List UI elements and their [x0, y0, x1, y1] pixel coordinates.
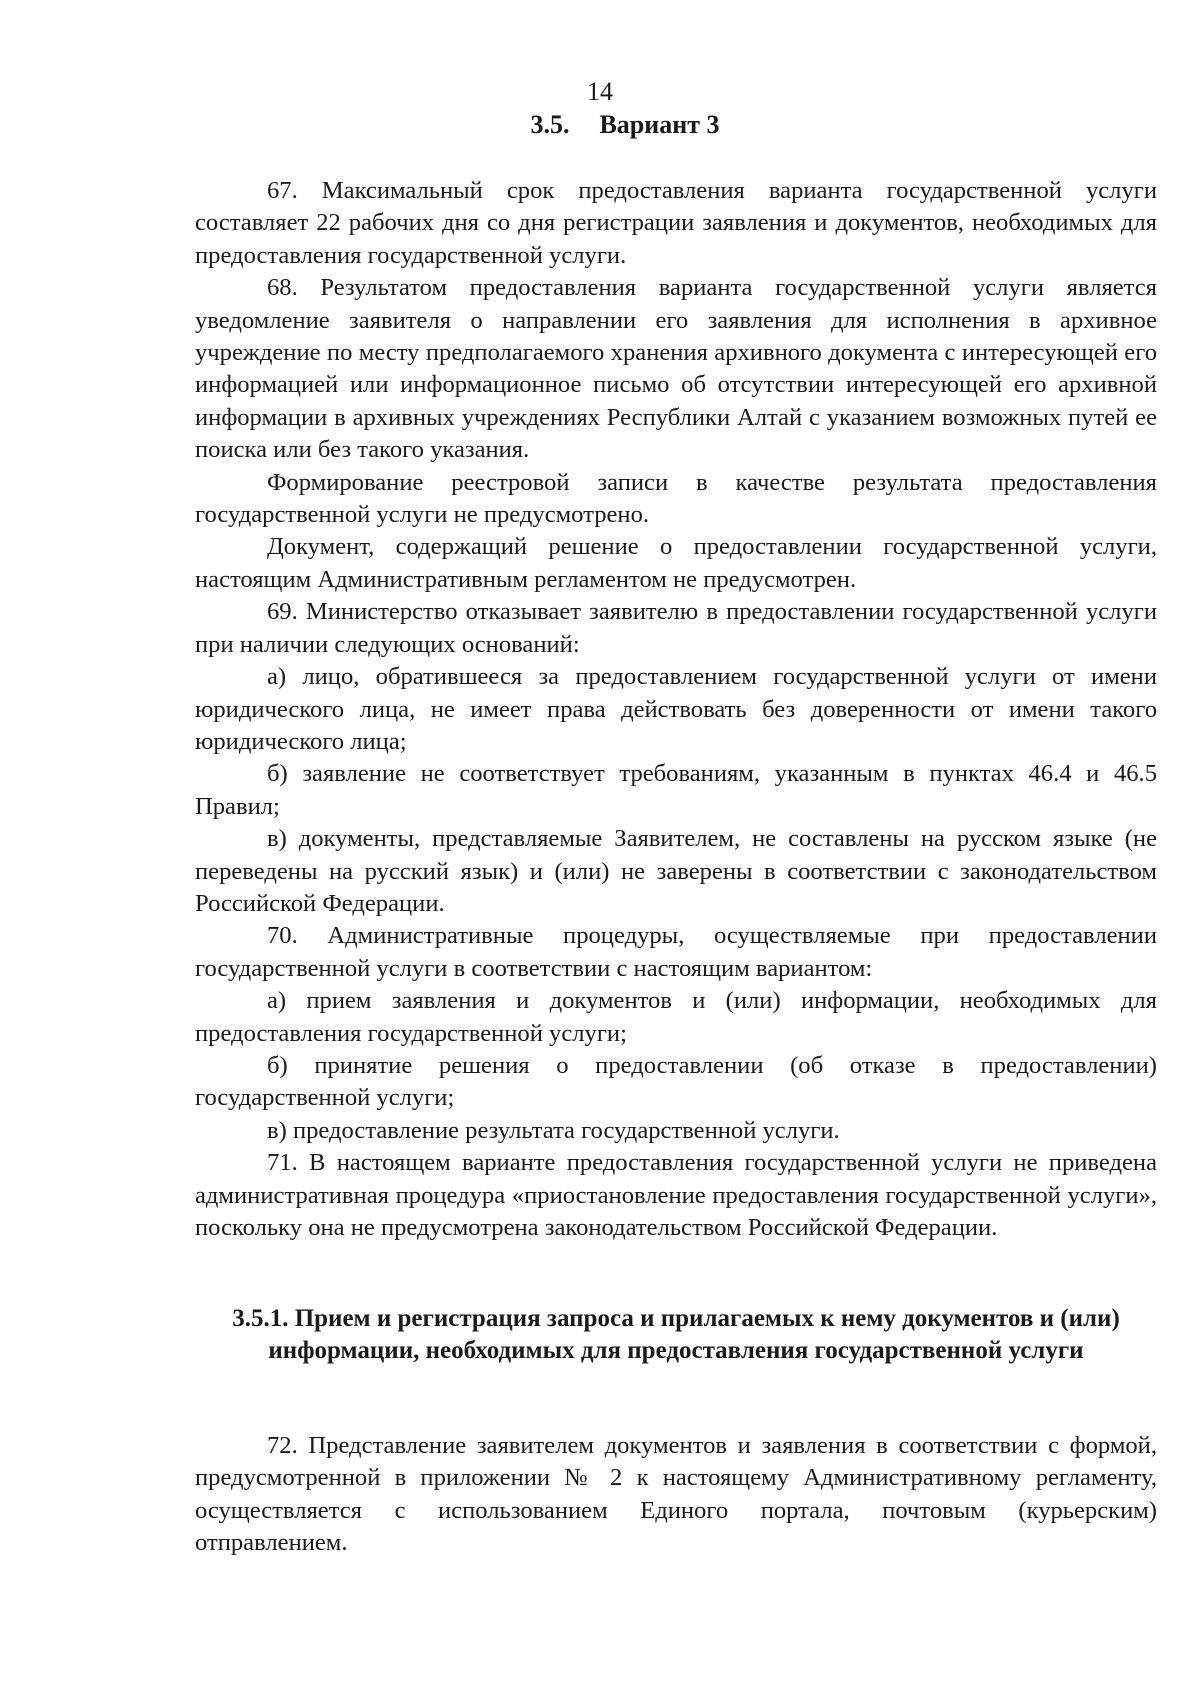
paragraph-68: 68. Результатом предоставления варианта государственной услуги является уведомление заявителя о направлении его заявления для исполнения в архивное учреждение по месту предполагаемого хранения архивного документа с интересующей его информацией или информационное письмо об отсутствии интересующей его архивной информации в архивных учреждениях Республики Алтай с указанием возможных путей ее поиска или без такого указания. — [195, 274, 1157, 464]
paragraph-69: 69. Министерство отказывает заявителю в предоставлении государственной услуги при наличии следующих оснований: — [195, 598, 1157, 658]
paragraph-67: 67. Максимальный срок предоставления варианта государственной услуги составляет 22 рабочих дня со дня регистрации заявления и документов, необходимых для предоставления государственной услуги. — [195, 177, 1157, 269]
subsection-body — [195, 1430, 1157, 1560]
paragraph-69-v: в) документы, представляемые Заявителем, не составлены на русском языке (не переведены на русский язык) и (или) не заверены в соответствии с законодательством Российской Федерации. — [195, 825, 1157, 917]
section-title: Вариант 3 — [599, 110, 720, 139]
subsection-heading: 3.5.1. Прием и регистрация запроса и прилагаемых к нему документов и (или) информации, необходимых для предоставления государственной услуги — [232, 1305, 1120, 1364]
paragraph-69-b: б) заявление не соответствует требованиям, указанным в пунктах 46.4 и 46.5 Правил; — [195, 760, 1157, 820]
paragraph-70-v: в) предоставление результата государственной услуги. — [267, 1116, 840, 1144]
section-body — [195, 175, 1157, 1244]
paragraph-71: 71. В настоящем варианте предоставления государственной услуги не приведена административная процедура «приостановление предоставления государственной услуги», поскольку она не предусмотрена законодательством Российской Федерации. — [195, 1149, 1157, 1241]
paragraph-70-b: б) принятие решения о предоставлении (об отказе в предоставлении) государственной услуги; — [195, 1051, 1157, 1112]
paragraph-69-a: а) лицо, обратившееся за предоставлением государственной услуги от имени юридического лица, не имеет права действовать без доверенности от имени такого юридического лица; — [195, 663, 1157, 755]
paragraph-registry-record: Формирование реестровой записи в качестве результата предоставления государственной услуги не предусмотрено. — [195, 468, 1157, 529]
section-number: 3.5. — [530, 110, 570, 139]
paragraph-70-a: а) прием заявления и документов и (или) информации, необходимых для предоставления государственной услуги; — [195, 987, 1157, 1047]
paragraph-72: 72. Представление заявителем документов и заявления в соответствии с формой, предусмотренной в приложении № 2 к настоящему Административному регламенту, осуществляется с использованием Единого портала, почтовым (курьерским) отправлением. — [195, 1432, 1157, 1557]
paragraph-70: 70. Административные процедуры, осуществляемые при предоставлении государственной услуги в соответствии с настоящим вариантом: — [195, 922, 1157, 982]
page-number: 14 — [587, 77, 613, 106]
paragraph-decision-document: Документ, содержащий решение о предоставлении государственной услуги, настоящим Административным регламентом не предусмотрен. — [195, 533, 1157, 593]
section-heading — [0, 108, 1200, 142]
